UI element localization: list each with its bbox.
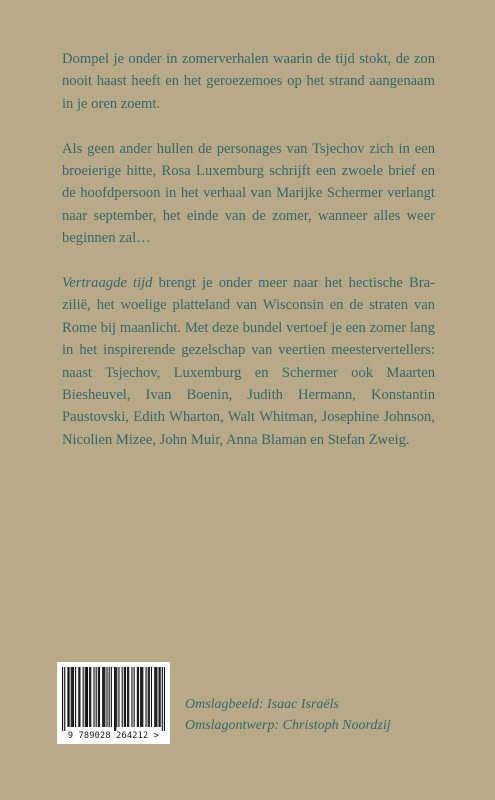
barcode-bar: [154, 667, 155, 727]
barcode-bar: [142, 667, 143, 727]
barcode-bar: [145, 667, 146, 727]
cover-design-credit: Omslagontwerp: Christoph Noordzij: [185, 718, 391, 733]
barcode-bar: [141, 667, 142, 727]
barcode-bar: [116, 667, 117, 727]
barcode-bar: [124, 667, 125, 727]
barcode-bar: [156, 667, 157, 727]
barcode-bar: [122, 667, 123, 727]
barcode-bar: [151, 667, 152, 727]
blurb-paragraph-3: [62, 272, 435, 451]
barcode-bar: [67, 667, 68, 727]
barcode-bar: [162, 667, 163, 731]
barcode-bar: [118, 667, 119, 727]
barcode-bar: [131, 667, 132, 727]
blurb-paragraph-3-text: brengt je onder meer naar het hectische Brazilië, het woelige platteland van Wisconsin en de straten van Rome bij maanlicht. Met deze bundel vertoef je een zomer lang in het inspirerende gezelschap van veertien meestervertellers: naast Tsjechov, Luxemburg en Schermer ook Maarten Biesheuvel, Ivan Boenin, Judith Hermann, Konstantin Paustovski, Edith Wharton, Walt Whitman, Josephine Johnson, Nicolien Mizee, John Muir, Anna Blaman en Stefan Zweig.: [62, 275, 436, 448]
barcode-bar: [103, 667, 104, 727]
barcode-bar: [148, 667, 149, 727]
isbn-barcode: [57, 662, 170, 744]
barcode-bar: [89, 667, 90, 727]
barcode-bar: [137, 667, 138, 727]
barcode-bar: [149, 667, 150, 727]
blurb-paragraph-1: Dompel je onder in zomerverhalen waarin de tijd stokt, de zon nooit haast heeft en het geroezemoes op het strand aangenaam in je oren zoemt.: [62, 51, 435, 112]
isbn-number: 9 789028 264212 >: [67, 731, 160, 741]
barcode-bar: [87, 667, 88, 727]
barcode-bars: [62, 667, 165, 731]
barcode-bar: [71, 667, 72, 727]
barcode-bar: [78, 667, 79, 727]
back-cover-blurb: [62, 48, 435, 474]
barcode-bar: [64, 667, 65, 731]
cover-image-credit: Omslagbeeld: Isaac Israëls: [185, 697, 339, 712]
barcode-bar: [114, 667, 115, 731]
barcode-bar: [158, 667, 159, 727]
barcode-bar: [96, 667, 97, 727]
barcode-bar: [79, 667, 80, 727]
book-title: Vertraagde tijd: [62, 275, 153, 292]
barcode-bar: [160, 667, 161, 727]
barcode-bar: [155, 667, 156, 727]
blurb-paragraph-2: Als geen ander hullen de personages van Tsjechov zich in een broeierige hitte, Rosa Luxemburg schrijft een zwoele brief en de hoofdpersoon in het verhaal van Marijke Schermer verlangt naar september, het einde van de zomer, wanneer alles weer beginnen zal…: [62, 140, 435, 247]
cover-credits: [185, 694, 391, 736]
barcode-bar: [164, 667, 165, 731]
barcode-bar: [69, 667, 70, 727]
barcode-bar: [73, 667, 74, 727]
barcode-bar: [83, 667, 84, 727]
barcode-bar: [125, 667, 126, 727]
barcode-bar: [102, 667, 103, 727]
barcode-bar: [98, 667, 99, 727]
barcode-bar: [85, 667, 86, 727]
barcode-bar: [138, 667, 139, 727]
barcode-bar: [134, 667, 135, 727]
barcode-bar: [104, 667, 105, 727]
barcode-bar: [115, 667, 116, 731]
barcode-bar: [86, 667, 87, 727]
barcode-bar: [106, 667, 107, 727]
barcode-bar: [128, 667, 129, 727]
barcode-bar: [93, 667, 94, 727]
barcode-bar: [140, 667, 141, 727]
barcode-bar: [90, 667, 91, 727]
barcode-bar: [72, 667, 73, 727]
barcode-bar: [62, 667, 63, 731]
barcode-bar: [109, 667, 110, 727]
barcode-bar: [127, 667, 128, 727]
barcode-bar: [99, 667, 100, 727]
barcode-bar: [111, 667, 112, 727]
barcode-bar: [75, 667, 76, 727]
